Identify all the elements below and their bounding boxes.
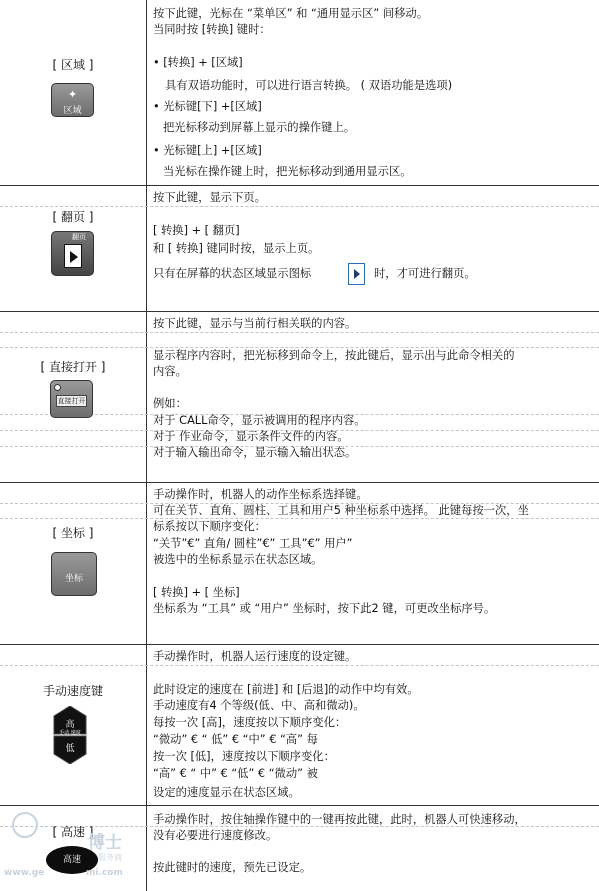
speed-mid-text: 手动 速度 xyxy=(59,730,81,736)
area-line-6: 把光标移动到屏幕上显示的操作键上。 xyxy=(163,121,356,134)
coord-line-6: [ 转换] + [ 坐标] xyxy=(153,586,240,599)
speed-line-7: “高” € “ 中” € “低” € “微动” 被 xyxy=(153,767,318,780)
speed-high-key-text: 高 xyxy=(65,720,75,730)
fast-key-text: 高速 xyxy=(62,855,81,865)
direct-open-line-4: 例如： xyxy=(153,397,187,410)
page-line-1: 按下此键，显示下页。 xyxy=(153,191,266,204)
speed-line-6: 按一次 [低]，速度按以下顺序变化： xyxy=(153,750,335,763)
direct-open-key xyxy=(50,380,93,418)
direct-open-line-6: 对于 作业命令，显示条件文件的内容。 xyxy=(153,430,349,443)
watermark-sub: 服务商 xyxy=(98,853,122,862)
speed-line-5: “微动” € “ 低” € “中” € “高” 每 xyxy=(153,733,318,746)
coord-line-1: 手动操作时，机器人的动作坐标系选择键。 xyxy=(153,488,368,501)
page-line-2: [ 转换] + [ 翻页] xyxy=(153,224,240,237)
page-line-4: 只有在屏幕的状态区域显示图标 xyxy=(153,267,312,280)
fast-key-label: [ 高速 ] xyxy=(52,825,94,839)
area-line-8: 当光标在操作键上时，把光标移动到通用显示区。 xyxy=(163,165,412,178)
speed-line-8: 设定的速度显示在状态区域。 xyxy=(153,786,300,799)
direct-open-line-2: 显示程序内容时，把光标移到命令上，按此键后，显示出与此命令相关的 xyxy=(153,349,515,362)
area-line-4: 具有双语功能时，可以进行语言转换。 ( 双语功能是选项) xyxy=(165,79,453,92)
coord-line-2: 可在关节、直角、圆柱、工具和用户5 种坐标系中选择。 此键每按一次，坐 xyxy=(153,504,529,517)
area-line-7: • 光标键[上] +[区域] xyxy=(153,144,262,157)
speed-line-1: 手动操作时，机器人运行速度的设定键。 xyxy=(153,650,357,663)
area-key-label: [ 区域 ] xyxy=(52,58,94,72)
area-line-5: • 光标键[下] +[区域] xyxy=(153,100,262,113)
direct-open-line-5: 对于 CALL命令，显示被调用的程序内容。 xyxy=(153,414,366,427)
speed-line-2: 此时设定的速度在 [前进] 和 [后退]的动作中均有效。 xyxy=(153,683,419,696)
watermark-brand: 博士 xyxy=(88,833,122,853)
speed-line-4: 每按一次 [高]，速度按以下顺序变化： xyxy=(153,716,347,729)
page-key xyxy=(51,231,94,276)
page-status-icon xyxy=(348,263,365,285)
coord-key-text: 坐标 xyxy=(64,574,83,584)
direct-open-line-7: 对于输入输出命令，显示输入输出状态。 xyxy=(153,446,357,459)
page-key-top-text: 翻页 xyxy=(72,233,86,241)
page-next-icon xyxy=(64,244,82,268)
fast-line-2: 没有必要进行速度修改。 xyxy=(153,829,278,842)
coord-line-7: 坐标系为 “工具” 或 “用户” 坐标时，按下此2 键，可更改坐标序号。 xyxy=(153,602,496,615)
area-line-3: • [转换] + [区域] xyxy=(153,56,243,69)
watermark-url: www.ge xyxy=(4,868,45,878)
area-key-text: 区域 xyxy=(63,106,82,116)
coord-key xyxy=(51,552,97,596)
area-line-2: 当同时按 [转换] 键时： xyxy=(153,23,271,36)
speed-line-3: 手动速度有4 个等级(低、中、高和微动)。 xyxy=(153,699,365,712)
direct-open-key-label: [ 直接打开 ] xyxy=(40,360,106,374)
coord-line-4: “关节”€” 直角/ 圆柱”€” 工具”€” 用户” xyxy=(153,537,353,550)
page-line-5: 时，才可进行翻页。 xyxy=(374,267,476,280)
watermark-url-tail: mi.com xyxy=(86,868,123,878)
coord-key-label: [ 坐标 ] xyxy=(52,526,94,540)
direct-open-line-3: 内容。 xyxy=(153,365,187,378)
speed-low-key-text: 低 xyxy=(65,744,75,754)
coord-line-3: 标系按以下顺序变化： xyxy=(153,520,266,533)
direct-open-key-text: 直接打开 xyxy=(57,397,86,405)
coord-line-5: 被选中的坐标系显示在状态区域。 xyxy=(153,553,323,566)
direct-open-dot-icon xyxy=(54,384,61,391)
direct-open-line-1: 按下此键，显示与当前行相关联的内容。 xyxy=(153,317,357,330)
area-line-1: 按下此键，光标在 “菜单区” 和 “通用显示区” 间移动。 xyxy=(153,7,429,20)
fast-line-1: 手动操作时，按住轴操作键中的一键再按此键，此时，机器人可快速移动， xyxy=(153,813,526,826)
page-key-label: [ 翻页 ] xyxy=(52,210,94,224)
area-key xyxy=(51,83,94,117)
watermark-logo-icon xyxy=(12,812,38,838)
sparkle-icon: ✦ xyxy=(68,88,78,101)
page-line-3: 和 [ 转换] 键同时按，显示上页。 xyxy=(153,242,320,255)
fast-line-3: 按此键时的速度，预先已设定。 xyxy=(153,861,312,874)
speed-key-label: 手动速度键 xyxy=(42,684,103,698)
